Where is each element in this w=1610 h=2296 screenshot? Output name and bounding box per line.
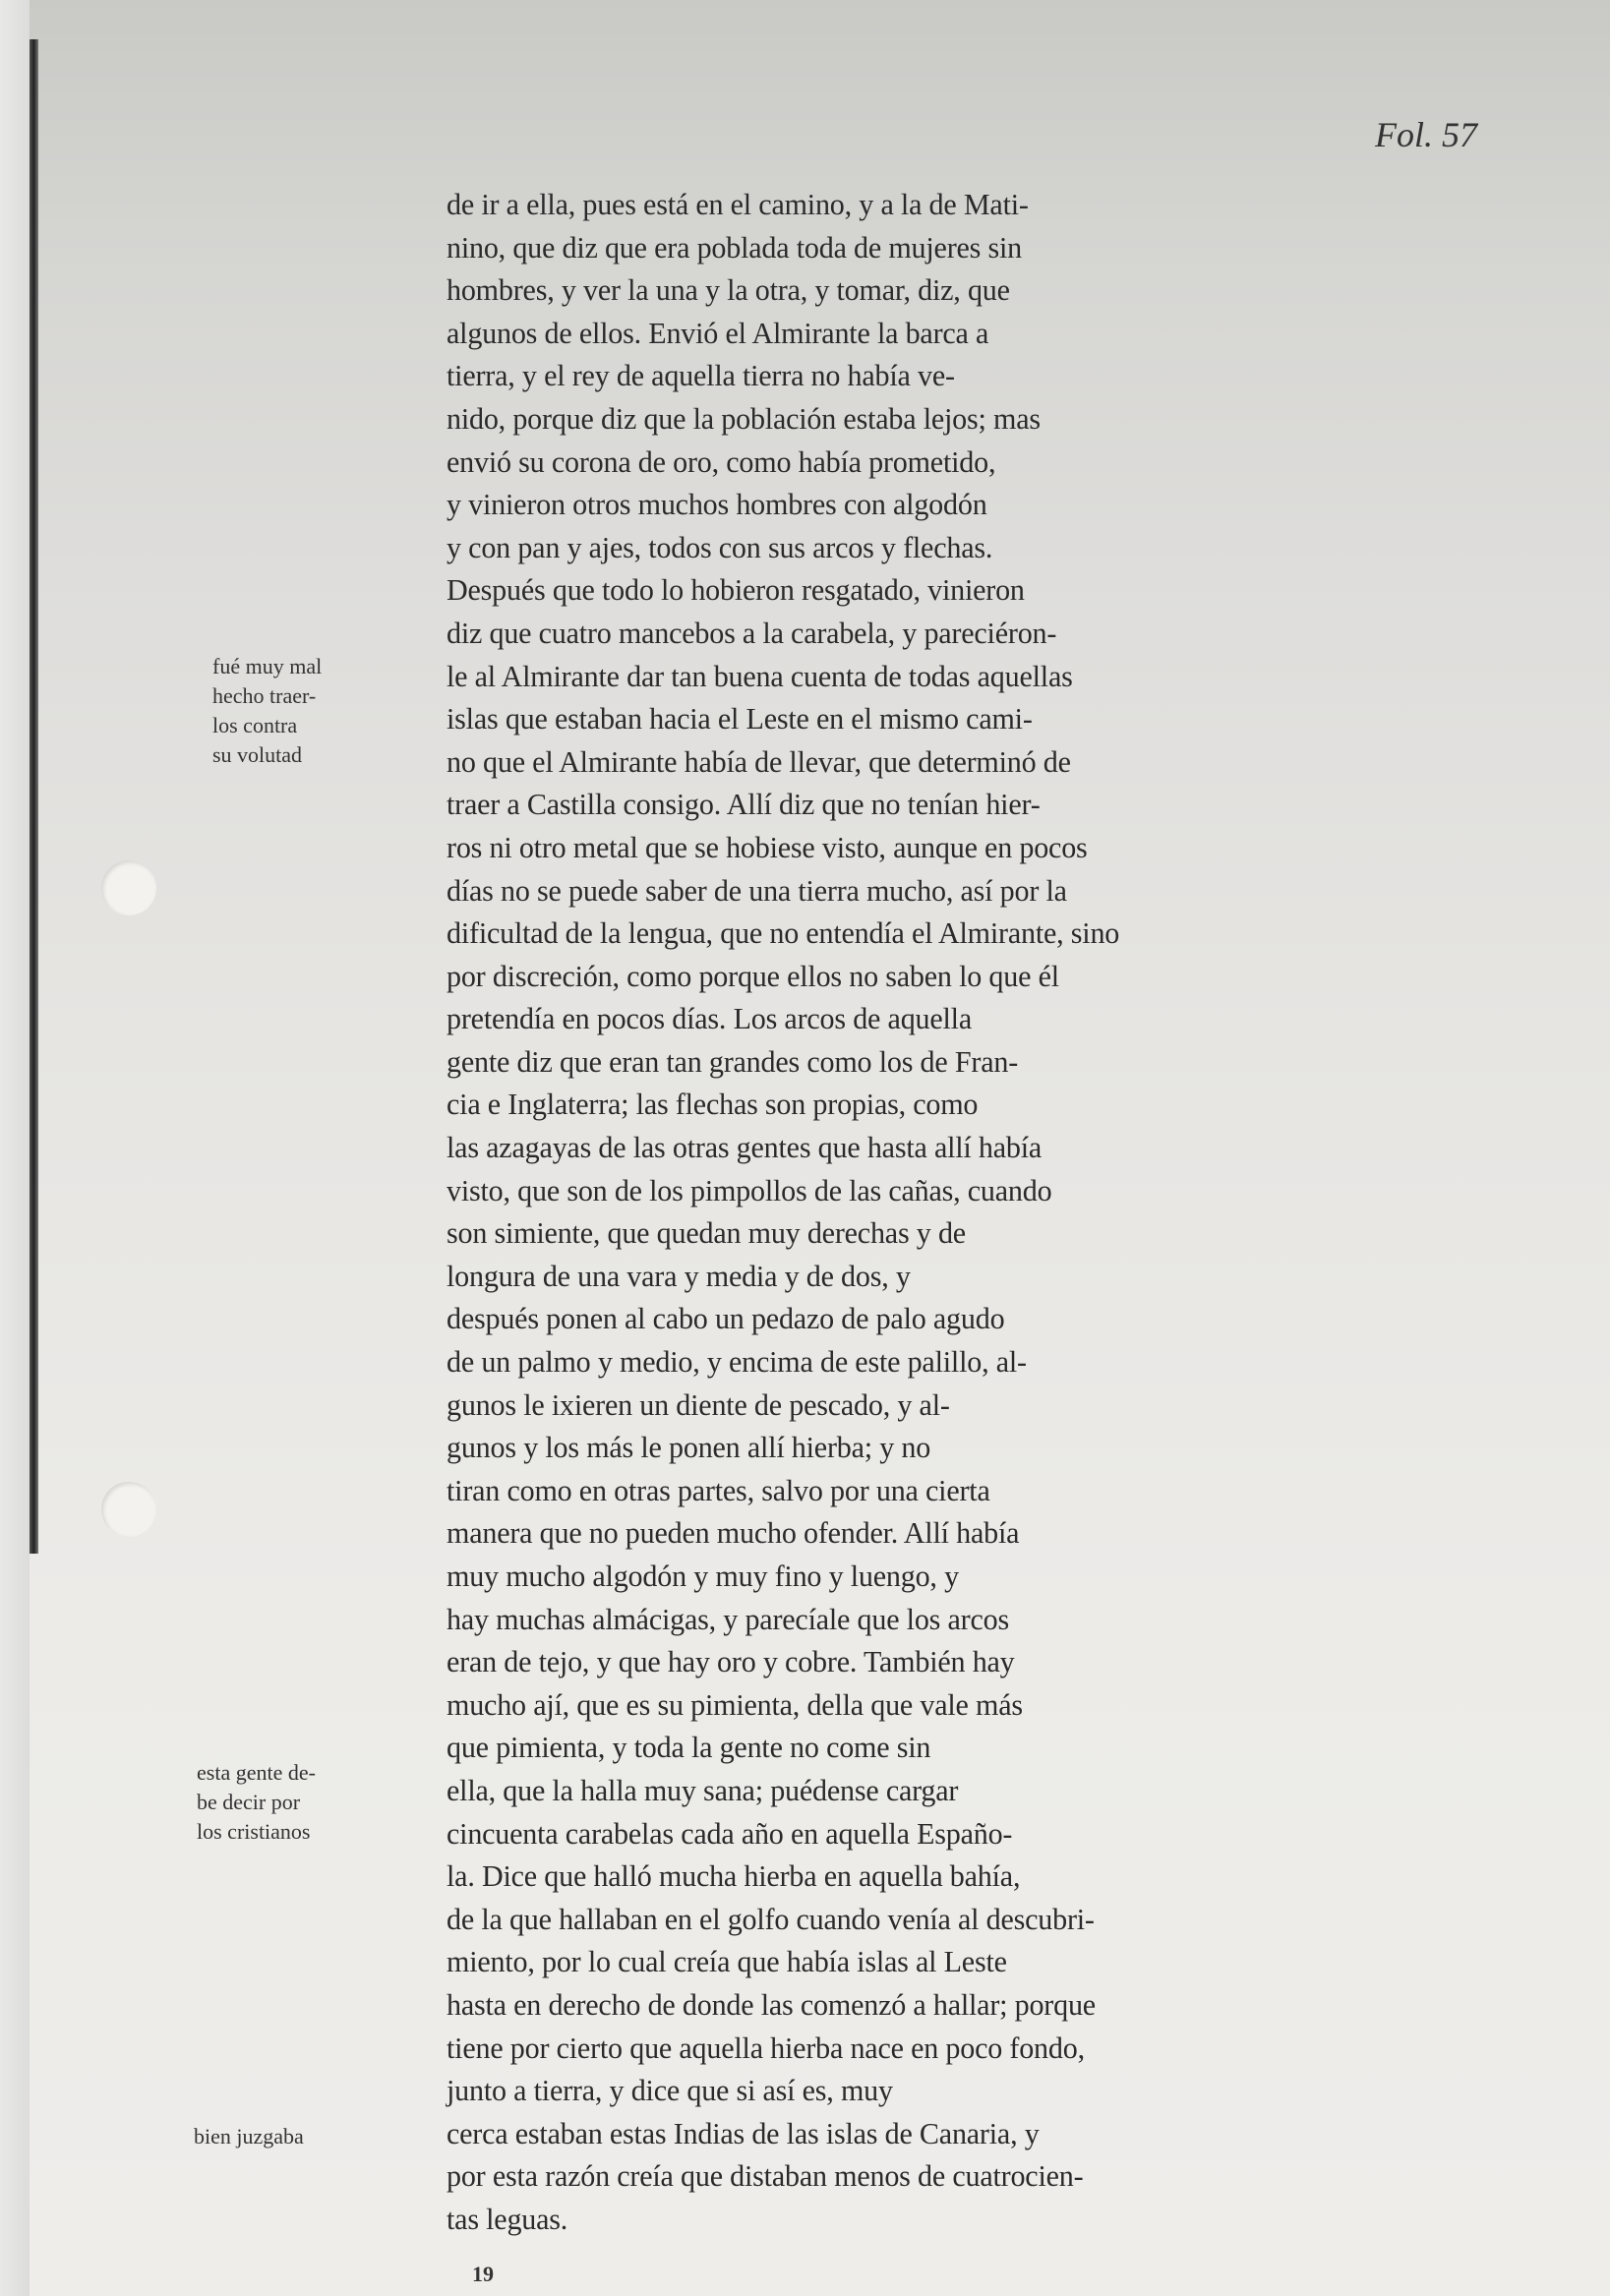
text-line: tierra, y el rey de aquella tierra no había ve- — [447, 358, 955, 393]
scan-margin — [0, 0, 30, 2296]
text-line: ella, que la halla muy sana; puédense cargar — [447, 1772, 959, 1807]
text-line: esta gente de- — [197, 1760, 316, 1785]
text-line: algunos de ellos. Envió el Almirante la barca a — [447, 315, 989, 350]
text-line: le al Almirante dar tan buena cuenta de todas aquellas — [447, 658, 1073, 693]
text-line: gunos le ixieren un diente de pescado, y al- — [447, 1386, 950, 1422]
text-line: longura de una vara y media y de dos, y — [447, 1258, 911, 1293]
text-line: eran de tejo, y que hay oro y cobre. También hay — [447, 1644, 1015, 1679]
text-line: las azagayas de las otras gentes que hasta allí había — [447, 1130, 1043, 1165]
text-line: gunos y los más le ponen allí hierba; y no — [447, 1430, 931, 1465]
page-number: 19 — [472, 2262, 494, 2286]
text-line: de ir a ella, pues está en el camino, y a la de Mati- — [447, 187, 1029, 221]
text-line: de un palmo y medio, y encima de este palillo, al- — [447, 1344, 1027, 1380]
text-line: hecho traer- — [212, 683, 317, 708]
text-line: cia e Inglaterra; las flechas son propias, como — [447, 1087, 979, 1122]
text-line: pretendía en pocos días. Los arcos de aquella — [447, 1001, 973, 1036]
text-line: envió su corona de oro, como había prometido, — [447, 443, 996, 479]
text-line: junto a tierra, y dice que si así es, muy — [447, 2073, 893, 2108]
text-line: miento, por lo cual creía que había islas al Leste — [447, 1944, 1007, 1979]
punch-hole — [101, 860, 156, 915]
text-line: tiran como en otras partes, salvo por una cierta — [447, 1472, 990, 1507]
text-line: islas que estaban hacia el Leste en el mismo cami- — [447, 701, 1033, 736]
text-line: no que el Almirante había de llevar, que determinó de — [447, 743, 1071, 779]
text-line: diz que cuatro mancebos a la carabela, y pareciéron- — [447, 615, 1057, 650]
text-line: la. Dice que halló mucha hierba en aquella bahía, — [447, 1858, 1021, 1894]
text-line: manera que no pueden mucho ofender. Allí había — [447, 1515, 1020, 1551]
text-line: cerca estaban estas Indias de las islas de Canaria, y — [447, 2115, 1040, 2150]
text-line: nido, porque diz que la población estaba lejos; mas — [447, 400, 1041, 436]
text-line: visto, que son de los pimpollos de las cañas, cuando — [447, 1172, 1052, 1207]
punch-hole — [101, 1482, 156, 1537]
text-line: dificultad de la lengua, que no entendía el Almirante, sino — [447, 915, 1120, 951]
text-line: días no se puede saber de una tierra mucho, así por la — [447, 872, 1067, 908]
text-line: hasta en derecho de donde las comenzó a hallar; porque — [447, 1986, 1096, 2022]
binding-edge — [30, 39, 38, 1554]
text-line: bien juzgaba — [194, 2124, 304, 2149]
text-line: Después que todo lo hobieron resgatado, vinieron — [447, 572, 1025, 608]
margin-note-1 — [212, 652, 322, 770]
text-line: por esta razón creía que distaban menos de cuatrocien- — [447, 2158, 1084, 2194]
text-line: fué muy mal — [212, 654, 323, 678]
text-line: de la que hallaban en el golfo cuando venía al descubri- — [447, 1901, 1095, 1936]
folio-number: Fol. 57 — [1375, 115, 1477, 154]
text-line: hay muchas almácigas, y parecíale que los arcos — [447, 1601, 1009, 1636]
text-line: ros ni otro metal que se hobiese visto, aunque en pocos — [447, 829, 1088, 864]
text-line: cincuenta carabelas cada año en aquella Españo- — [447, 1815, 1013, 1851]
main-text — [447, 183, 1119, 2241]
text-line: mucho ají, que es su pimienta, della que vale más — [447, 1686, 1023, 1722]
text-line: tiene por cierto que aquella hierba nace en poco fondo, — [447, 2030, 1085, 2065]
text-line: por discreción, como porque ellos no saben lo que él — [447, 958, 1059, 993]
text-line: los contra — [212, 713, 298, 737]
text-line: tas leguas. — [447, 2201, 568, 2236]
margin-note-3 — [194, 2122, 304, 2151]
text-line: que pimienta, y toda la gente no come sin — [447, 1730, 931, 1765]
text-line: y con pan y ajes, todos con sus arcos y flechas. — [447, 529, 993, 564]
text-line: los cristianos — [197, 1819, 311, 1844]
text-line: nino, que diz que era poblada toda de mujeres sin — [447, 229, 1023, 265]
text-line: su volutad — [212, 742, 303, 767]
text-line: después ponen al cabo un pedazo de palo agudo — [447, 1301, 1005, 1336]
text-line: hombres, y ver la una y la otra, y tomar, diz, que — [447, 272, 1010, 308]
text-line: son simiente, que quedan muy derechas y de — [447, 1215, 966, 1251]
text-line: be decir por — [197, 1790, 301, 1814]
text-line: traer a Castilla consigo. Allí diz que no tenían hier- — [447, 787, 1041, 822]
margin-note-2 — [197, 1758, 316, 1847]
text-line: muy mucho algodón y muy fino y luengo, y — [447, 1559, 959, 1593]
text-line: gente diz que eran tan grandes como los de Fran- — [447, 1043, 1019, 1079]
text-line: y vinieron otros muchos hombres con algodón — [447, 487, 987, 522]
